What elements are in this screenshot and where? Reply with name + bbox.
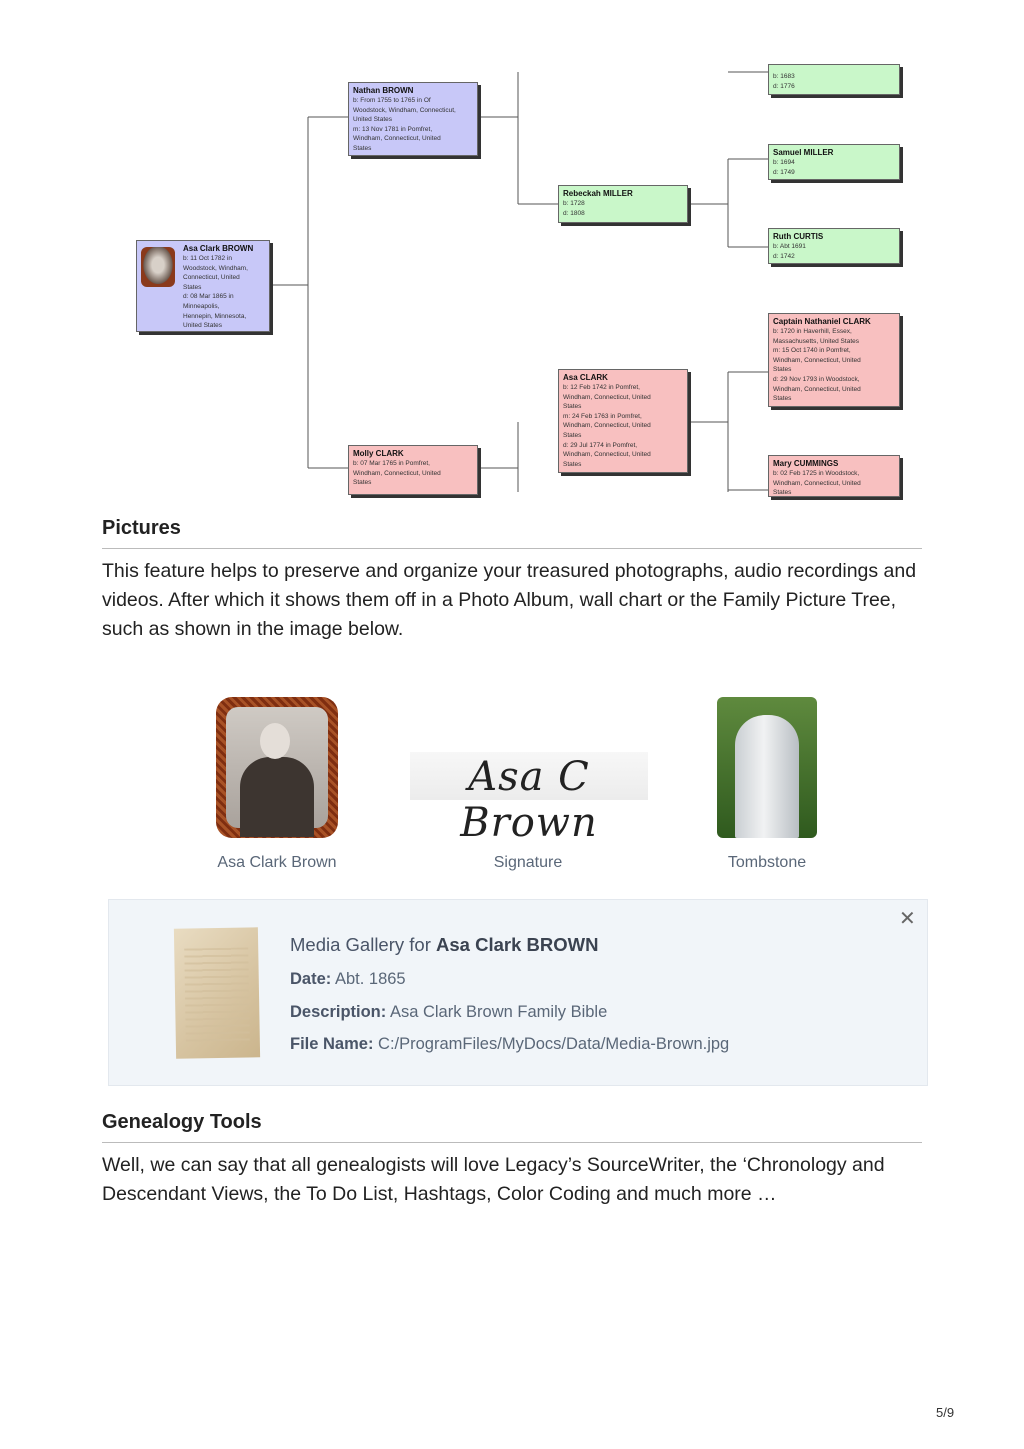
filename-value: C:/ProgramFiles/MyDocs/Data/Media-Brown.jpg	[378, 1035, 730, 1053]
person-name: Ruth CURTIS	[773, 232, 824, 241]
person-details: b: 1728 d: 1808	[563, 200, 585, 217]
portrait-photo	[216, 697, 338, 838]
person-box-samuel-miller[interactable]	[768, 144, 900, 180]
filename-label: File Name:	[290, 1035, 374, 1053]
person-details: b: 1720 in Haverhill, Essex, Massachusetts, United States m: 15 Oct 1740 in Pomfret, Windham, Connecticut, United States d: 29 Nov 1793 in Woodstock, Windham, Connecticut, United States	[773, 328, 861, 403]
person-details: b: 1683 d: 1776	[773, 73, 795, 90]
person-name: Rebeckah MILLER	[563, 189, 633, 198]
person-details: b: From 1755 to 1765 in Of Woodstock, Windham, Connecticut, United States m: 13 Nov 1781 in Pomfret, Windham, Connecticut, United States	[353, 97, 456, 152]
pictures-paragraph: This feature helps to preserve and organize your treasured photographs, audio recordings and videos. After which it shows them off in a Photo Album, wall chart or the Family Picture Tree, such as shown in the image below.	[102, 560, 917, 640]
person-details: b: 1694 d: 1749	[773, 159, 795, 176]
description-label: Description:	[290, 1003, 387, 1021]
gallery-title-prefix: Media Gallery for	[290, 934, 431, 955]
close-icon[interactable]: ✕	[899, 908, 916, 930]
person-name: Captain Nathaniel CLARK	[773, 317, 871, 326]
person-details: b: 07 Mar 1765 in Pomfret, Windham, Connecticut, United States	[353, 460, 441, 487]
person-name: Mary CUMMINGS	[773, 459, 839, 468]
person-box-partial-top[interactable]	[768, 64, 900, 95]
person-name: Nathan BROWN	[353, 86, 414, 95]
portrait-caption: Asa Clark Brown	[217, 854, 337, 871]
section-heading-pictures: Pictures	[102, 517, 922, 549]
gallery-title	[290, 934, 598, 956]
date-value: Abt. 1865	[334, 970, 406, 988]
genealogy-tools-paragraph: Well, we can say that all genealogists will love Legacy’s SourceWriter, the ‘Chronology and Descendant Views, the To Do List, Hashtags, Color Coding and much more …	[102, 1154, 885, 1205]
person-box-rebeckah-miller[interactable]	[558, 185, 688, 223]
person-details: b: 12 Feb 1742 in Pomfret, Windham, Connecticut, United States m: 24 Feb 1763 in Pomfret, Windham, Connecticut, United States d: 29 Jul 1774 in Pomfret, Windham, Connecticut, United States	[563, 384, 651, 468]
person-box-nathaniel-clark[interactable]	[768, 313, 900, 407]
person-details: b: 11 Oct 1782 in Woodstock, Windham, Connecticut, United States d: 08 Mar 1865 in Minneapolis, Hennepin, Minnesota, United States	[183, 255, 248, 330]
signature-text: Asa C Brown	[460, 754, 598, 846]
person-name: Molly CLARK	[353, 449, 404, 458]
person-box-nathan-brown[interactable]	[348, 82, 478, 156]
person-box-asa-clark-brown[interactable]	[136, 240, 270, 332]
date-label: Date:	[290, 970, 332, 988]
person-name: Asa Clark BROWN	[183, 244, 254, 253]
portrait-thumbnail	[141, 247, 175, 287]
pedigree-chart	[108, 72, 928, 497]
section-heading-genealogy-tools: Genealogy Tools	[102, 1111, 922, 1143]
media-gallery-panel	[108, 899, 928, 1086]
person-name: Asa CLARK	[563, 373, 608, 382]
gallery-description-row	[290, 1003, 607, 1022]
person-name: Samuel MILLER	[773, 148, 834, 157]
person-box-ruth-curtis[interactable]	[768, 228, 900, 264]
person-details: b: Abt 1691 d: 1742	[773, 243, 806, 260]
person-box-molly-clark[interactable]	[348, 445, 478, 495]
family-bible-image	[174, 927, 260, 1058]
signature-image	[410, 752, 648, 846]
gallery-filename-row	[290, 1035, 729, 1054]
signature-caption: Signature	[493, 854, 563, 871]
person-details: b: 02 Feb 1725 in Woodstock, Windham, Connecticut, United States	[773, 470, 861, 497]
person-box-mary-cummings[interactable]	[768, 455, 900, 497]
description-value: Asa Clark Brown Family Bible	[389, 1003, 608, 1021]
gallery-date-row	[290, 970, 406, 989]
tombstone-caption: Tombstone	[727, 854, 807, 871]
tombstone-photo	[717, 697, 817, 838]
person-box-asa-clark[interactable]	[558, 369, 688, 473]
page-number: 5/9	[936, 1405, 955, 1420]
gallery-title-name: Asa Clark BROWN	[436, 934, 599, 955]
